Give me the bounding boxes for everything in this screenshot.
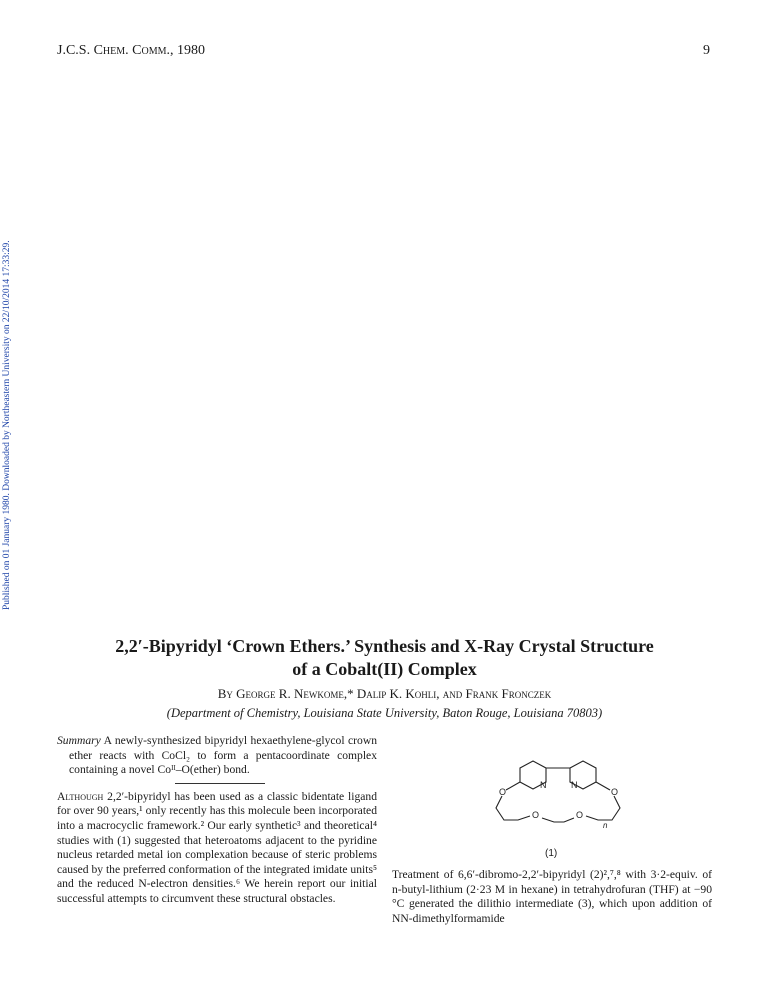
summary-label: Summary: [57, 734, 101, 747]
summary: [57, 734, 377, 778]
body-right-text: Treatment of 6,6′-dibromo-2,2′-bipyridyl (2)²,⁷,⁸ with 3·2-equiv. of n-butyl-lithium (2·23 M in hexane) in tetrahydrofuran (THF) at −90 °C generated the dilithio intermediate (3), which upon addition of NN-dimethylformamide: [392, 868, 712, 925]
atom-o-left: O: [499, 787, 507, 797]
author-byline: By George R. Newkome,* Dalip K. Kohli, and Frank Fronczek: [217, 686, 552, 701]
page-number: 9: [703, 43, 710, 58]
bipyridyl-crown-structure: [488, 760, 628, 840]
chain-middle: [542, 818, 574, 822]
journal-header: J.C.S. Chem. Comm., 1980: [57, 43, 205, 58]
summary-text: A newly-synthesized bipyridyl hexaethylene-glycol crown ether reacts with CoCl₂ to form a pentacoordinate complex containing a novel Coᴵᴵ–O(ether) bond.: [69, 734, 377, 777]
download-watermark[interactable]: Published on 01 January 1980. Downloaded by Northeastern University on 22/10/2014 17:33:29.: [2, 240, 12, 610]
summary-divider: [175, 783, 265, 784]
title-line-2: of a Cobalt(II) Complex: [292, 659, 477, 679]
atom-o-mid-left: O: [532, 810, 540, 820]
bond-right: [596, 782, 610, 790]
article-title: [57, 635, 712, 681]
body-paragraph-left: [57, 790, 377, 907]
atom-o-right: O: [611, 787, 619, 797]
first-word: Although: [57, 789, 104, 803]
affiliation: (Department of Chemistry, Louisiana State University, Baton Rouge, Louisiana 70803): [166, 706, 603, 720]
compound-number: (1): [545, 848, 558, 859]
atom-n-right: N: [571, 780, 578, 790]
title-line-1: 2,2′-Bipyridyl ‘Crown Ethers.’ Synthesis and X-Ray Crystal Structure: [115, 636, 654, 656]
atom-o-mid-right: O: [576, 810, 584, 820]
body-left-text: 2,2′-bipyridyl has been used as a classic bidentate ligand for over 90 years,¹ only recently has this molecule been incorporated into a macrocyclic framework.² Our early synthetic³ and theoretical⁴ studies with (1) suggested that heteroatoms adjacent to the pyridine nucleus retarded metal ion complexation because of steric problems caused by the preferred conformation of the integrated imidate units⁵ and the reduced N-electron densities.⁶ We herein report our initial successful attempts to circumvent these structural obstacles.: [57, 789, 377, 905]
atom-n-left: N: [540, 780, 547, 790]
left-column: [57, 734, 377, 907]
chain-right: [586, 796, 620, 820]
bond-left: [506, 782, 520, 790]
chain-left: [496, 796, 530, 820]
right-column: [392, 868, 712, 926]
repeat-subscript: n: [603, 821, 608, 830]
